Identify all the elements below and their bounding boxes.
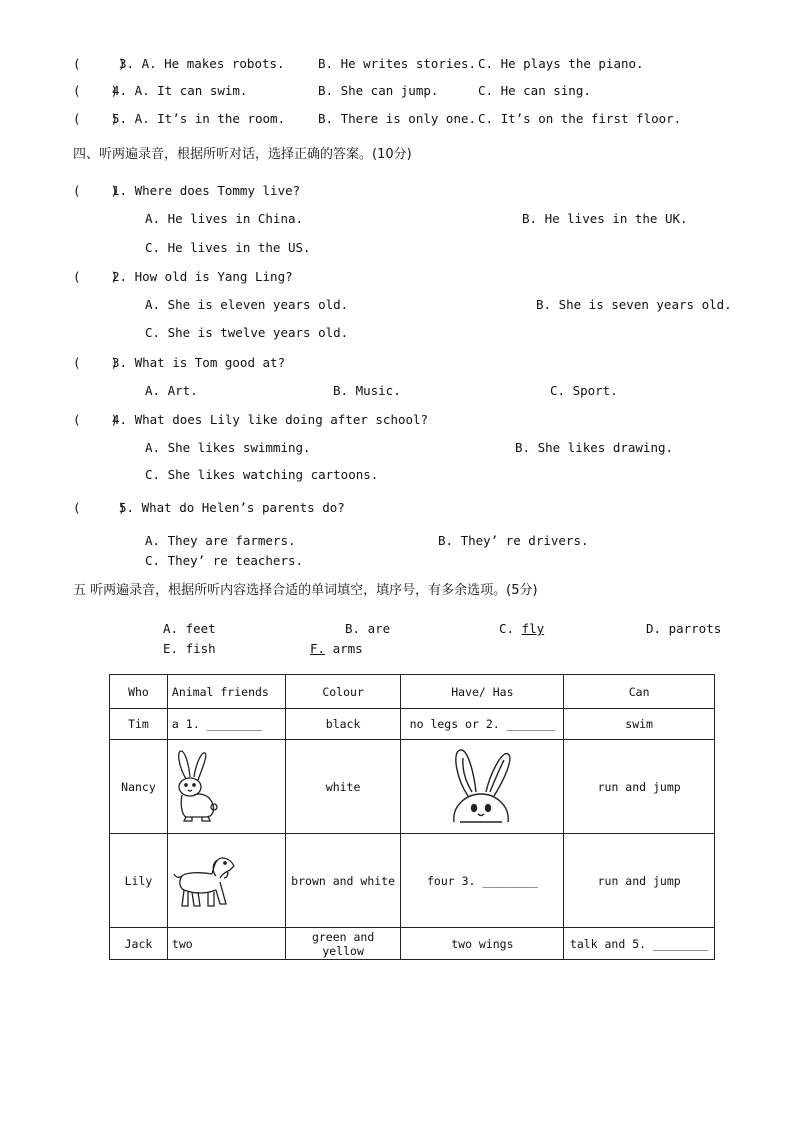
p4-q1-paren: ( ) — [73, 183, 119, 198]
word-option-a: A. feet — [163, 621, 216, 636]
p4-q4-option-c: C. She likes watching cartoons. — [145, 467, 379, 482]
word-option-f-word: arms — [325, 641, 363, 656]
p4-q5-option-a: A. They are farmers. — [145, 533, 296, 548]
animal-friends-table — [109, 674, 715, 960]
p4-q1-option-a: A. He lives in China. — [145, 211, 304, 226]
p4-q5-question: 5. What do Helen’s parents do? — [119, 500, 345, 515]
q4-option-a: 4. A. It can swim. — [112, 83, 248, 98]
cell-colour: green and yellow — [285, 928, 401, 960]
cell-colour: white — [285, 740, 401, 834]
header-can: Can — [564, 675, 715, 709]
header-have-has: Have/ Has — [401, 675, 564, 709]
q3-option-a: 3. A. He makes robots. — [119, 56, 285, 71]
sitting-rabbit-illustration — [172, 749, 220, 825]
cell-have — [401, 740, 564, 834]
part4-heading: 四、听两遍录音，根据所听对话，选择正确的答案。(10分) — [73, 147, 412, 162]
q3-paren: ( ) — [73, 56, 126, 71]
cell-can: run and jump — [564, 834, 715, 928]
table-row — [110, 740, 715, 834]
word-option-f-letter: F. — [310, 641, 326, 656]
p4-q4-question: 4. What does Lily like doing after school? — [112, 412, 429, 427]
p4-q3-paren: ( ) — [73, 355, 119, 370]
q5-paren: ( ) — [73, 111, 119, 126]
cell-have: no legs or 2. _______ — [401, 709, 564, 740]
cell-can: talk and 5. ________ — [564, 928, 715, 960]
p4-q5-paren: ( ) — [73, 500, 126, 515]
cell-who: Tim — [110, 709, 168, 740]
word-option-d: D. parrots — [646, 621, 722, 636]
table-row — [110, 709, 715, 740]
p4-q4-option-b: B. She likes drawing. — [515, 440, 674, 455]
cell-friend: two — [167, 928, 285, 960]
part5-heading: 五 听两遍录音，根据所听内容选择合适的单词填空，填序号，有多余选项。(5分) — [73, 583, 538, 598]
p4-q1-option-c: C. He lives in the US. — [145, 240, 311, 255]
word-option-e: E. fish — [163, 641, 216, 656]
header-animal-friends: Animal friends — [167, 675, 285, 709]
cell-can: run and jump — [564, 740, 715, 834]
q4-option-b: B. She can jump. — [318, 83, 439, 98]
q3-option-c: C. He plays the piano. — [478, 56, 644, 71]
word-option-c-word: fly — [521, 621, 545, 636]
p4-q2-option-b: B. She is seven years old. — [536, 297, 732, 312]
p4-q1-question: 1. Where does Tommy live? — [112, 183, 301, 198]
cell-colour: brown and white — [285, 834, 401, 928]
q3-option-b: B. He writes stories. — [318, 56, 477, 71]
p4-q4-paren: ( ) — [73, 412, 119, 427]
word-option-c-prefix: C. — [499, 621, 522, 636]
cell-have: two wings — [401, 928, 564, 960]
q5-option-b: B. There is only one. — [318, 111, 477, 126]
cell-can: swim — [564, 709, 715, 740]
p4-q5-option-c: C. They’ re teachers. — [145, 553, 304, 568]
p4-q4-option-a: A. She likes swimming. — [145, 440, 311, 455]
cell-friend — [167, 834, 285, 928]
p4-q5-option-b: B. They’ re drivers. — [438, 533, 589, 548]
cell-colour: black — [285, 709, 401, 740]
p4-q3-option-b: B. Music. — [333, 383, 401, 398]
p4-q2-option-a: A. She is eleven years old. — [145, 297, 349, 312]
header-who: Who — [110, 675, 168, 709]
word-option-f — [310, 641, 363, 657]
p4-q2-option-c: C. She is twelve years old. — [145, 325, 349, 340]
header-colour: Colour — [285, 675, 401, 709]
word-option-b: B. are — [345, 621, 391, 636]
p4-q2-paren: ( ) — [73, 269, 119, 284]
q5-option-c: C. It’s on the first floor. — [478, 111, 682, 126]
cell-who: Nancy — [110, 740, 168, 834]
cell-friend: a 1. ________ — [167, 709, 285, 740]
cell-have: four 3. ________ — [401, 834, 564, 928]
p4-q3-option-c: C. Sport. — [550, 383, 618, 398]
q5-option-a: 5. A. It’s in the room. — [112, 111, 286, 126]
cell-who: Lily — [110, 834, 168, 928]
table-row — [110, 928, 715, 960]
cell-friend — [167, 740, 285, 834]
p4-q3-question: 3. What is Tom good at? — [112, 355, 286, 370]
dog-illustration — [172, 852, 236, 910]
word-option-c — [499, 621, 544, 637]
rabbit-head-illustration — [448, 748, 514, 826]
cell-who: Jack — [110, 928, 168, 960]
p4-q2-question: 2. How old is Yang Ling? — [112, 269, 293, 284]
p4-q3-option-a: A. Art. — [145, 383, 198, 398]
q4-option-c: C. He can sing. — [478, 83, 591, 98]
table-header-row — [110, 675, 715, 709]
q4-paren: ( ) — [73, 83, 119, 98]
table-row — [110, 834, 715, 928]
p4-q1-option-b: B. He lives in the UK. — [522, 211, 688, 226]
